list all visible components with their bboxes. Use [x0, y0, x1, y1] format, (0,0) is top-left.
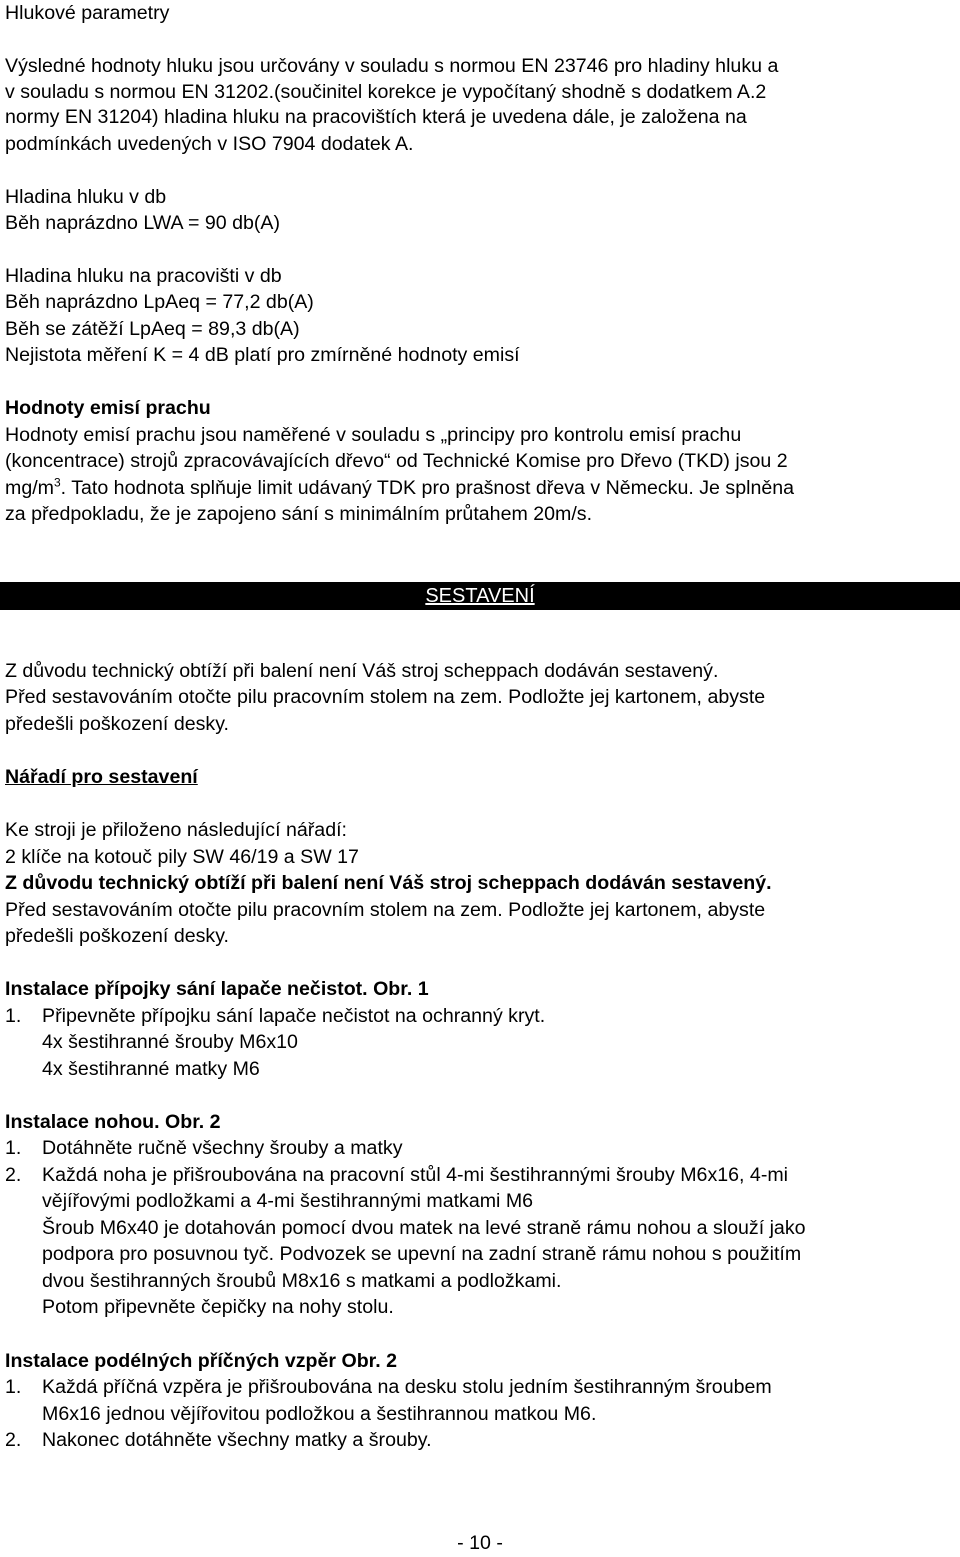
dust-line: za předpokladu, že je zapojeno sání s minimálním průtahem 20m/s. — [5, 503, 593, 525]
braces-item-2 — [5, 1427, 432, 1454]
intro-line: normy EN 31204) hladina hluku na pracovištích která je uvedena dále, je založena na — [5, 106, 747, 128]
dust-line: Hodnoty emisí prachu jsou naměřené v souladu s „principy pro kontrolu emisí prachu — [5, 424, 742, 446]
dust-line — [5, 475, 794, 502]
intro-line: Výsledné hodnoty hluku jsou určovány v souladu s normou EN 23746 pro hladiny hluku a — [5, 55, 779, 77]
braces-heading: Instalace podélných příčných vzpěr Obr. 2 — [5, 1350, 398, 1372]
legs-item-2-line: podpora pro posuvnou tyč. Podvozek se upevní na zadní straně rámu nohou s použitím — [42, 1243, 802, 1265]
tools-warning: Z důvodu technický obtíží při balení není Váš stroj scheppach dodáván sestavený. — [5, 872, 772, 894]
section-banner-assembly: SESTAVENÍ — [0, 582, 960, 610]
assembly-intro-line: Před sestavováním otočte pilu pracovním stolem na zem. Podložte jej kartonem, abyste — [5, 686, 766, 708]
legs-item-1 — [5, 1135, 403, 1162]
workplace-idle: Běh naprázdno LpAeq = 77,2 db(A) — [5, 291, 314, 313]
tools-line: Ke stroji je přiloženo následující nářadí: — [5, 819, 347, 841]
list-number: 2. — [5, 1164, 22, 1186]
legs-item-2-line: Potom připevněte čepičky na nohy stolu. — [42, 1296, 394, 1318]
suction-subitem: 4x šestihranné matky M6 — [42, 1058, 260, 1080]
list-text: Každá noha je přišroubována na pracovní stůl 4-mi šestihrannými šrouby M6x16, 4-mi — [42, 1164, 789, 1186]
legs-heading: Instalace nohou. Obr. 2 — [5, 1111, 221, 1133]
list-number: 1. — [5, 1005, 22, 1027]
noise-title: Hlukové parametry — [5, 2, 170, 24]
list-number: 1. — [5, 1137, 22, 1159]
list-text: Nakonec dotáhněte všechny matky a šrouby. — [42, 1429, 432, 1451]
intro-line: podmínkách uvedených v ISO 7904 dodatek A. — [5, 133, 414, 155]
tools-line: předešli poškození desky. — [5, 925, 229, 947]
noise-level-idle: Běh naprázdno LWA = 90 db(A) — [5, 212, 281, 234]
list-number: 2. — [5, 1429, 22, 1451]
legs-item-2-line: vějířovými podložkami a 4-mi šestihrannými matkami M6 — [42, 1190, 534, 1212]
suction-heading: Instalace přípojky sání lapače nečistot. Obr. 1 — [5, 978, 429, 1000]
list-number: 1. — [5, 1376, 22, 1398]
measurement-uncertainty: Nejistota měření K = 4 dB platí pro zmírněné hodnoty emisí — [5, 344, 520, 366]
tools-line: 2 klíče na kotouč pily SW 46/19 a SW 17 — [5, 846, 359, 868]
intro-line: v souladu s normou EN 31202.(součinitel korekce je vypočítaný shodně s dodatkem A.2 — [5, 81, 767, 103]
assembly-intro-line: Z důvodu technický obtíží při balení není Váš stroj scheppach dodáván sestavený. — [5, 660, 719, 682]
dust-unit-exponent: 3 — [53, 475, 61, 490]
legs-item-2 — [5, 1162, 788, 1189]
workplace-heading: Hladina hluku na pracovišti v db — [5, 265, 282, 287]
assembly-intro-line: předešli poškození desky. — [5, 713, 229, 735]
suction-subitem: 4x šestihranné šrouby M6x10 — [42, 1031, 298, 1053]
braces-item-1-line: M6x16 jednou vějířovitou podložkou a šestihrannou matkou M6. — [42, 1403, 597, 1425]
suction-item-1 — [5, 1003, 545, 1030]
braces-item-1 — [5, 1374, 772, 1401]
legs-item-2-line: dvou šestihranných šroubů M8x16 s matkami a podložkami. — [42, 1270, 562, 1292]
workplace-load: Běh se zátěží LpAeq = 89,3 db(A) — [5, 318, 300, 340]
list-text: Každá příčná vzpěra je přišroubována na desku stolu jedním šestihranným šroubem — [42, 1376, 772, 1398]
tools-line: Před sestavováním otočte pilu pracovním stolem na zem. Podložte jej kartonem, abyste — [5, 899, 766, 921]
list-text: Dotáhněte ručně všechny šrouby a matky — [42, 1137, 403, 1159]
page-number: - 10 - — [457, 1532, 503, 1554]
dust-unit: mg/m — [5, 477, 54, 499]
dust-heading: Hodnoty emisí prachu — [5, 397, 211, 419]
legs-item-2-line: Šroub M6x40 je dotahován pomocí dvou matek na levé straně rámu nohou a slouží jako — [42, 1217, 806, 1239]
dust-line-rest: . Tato hodnota splňuje limit udávaný TDK pro prašnost dřeva v Německu. Je splněna — [60, 477, 795, 499]
list-text: Připevněte přípojku sání lapače nečistot na ochranný kryt. — [42, 1005, 546, 1027]
tools-heading: Nářadí pro sestavení — [5, 766, 198, 788]
noise-level-heading: Hladina hluku v db — [5, 186, 167, 208]
dust-line: (koncentrace) strojů zpracovávajících dřevo“ od Technické Komise pro Dřevo (TKD) jsou 2 — [5, 450, 788, 472]
